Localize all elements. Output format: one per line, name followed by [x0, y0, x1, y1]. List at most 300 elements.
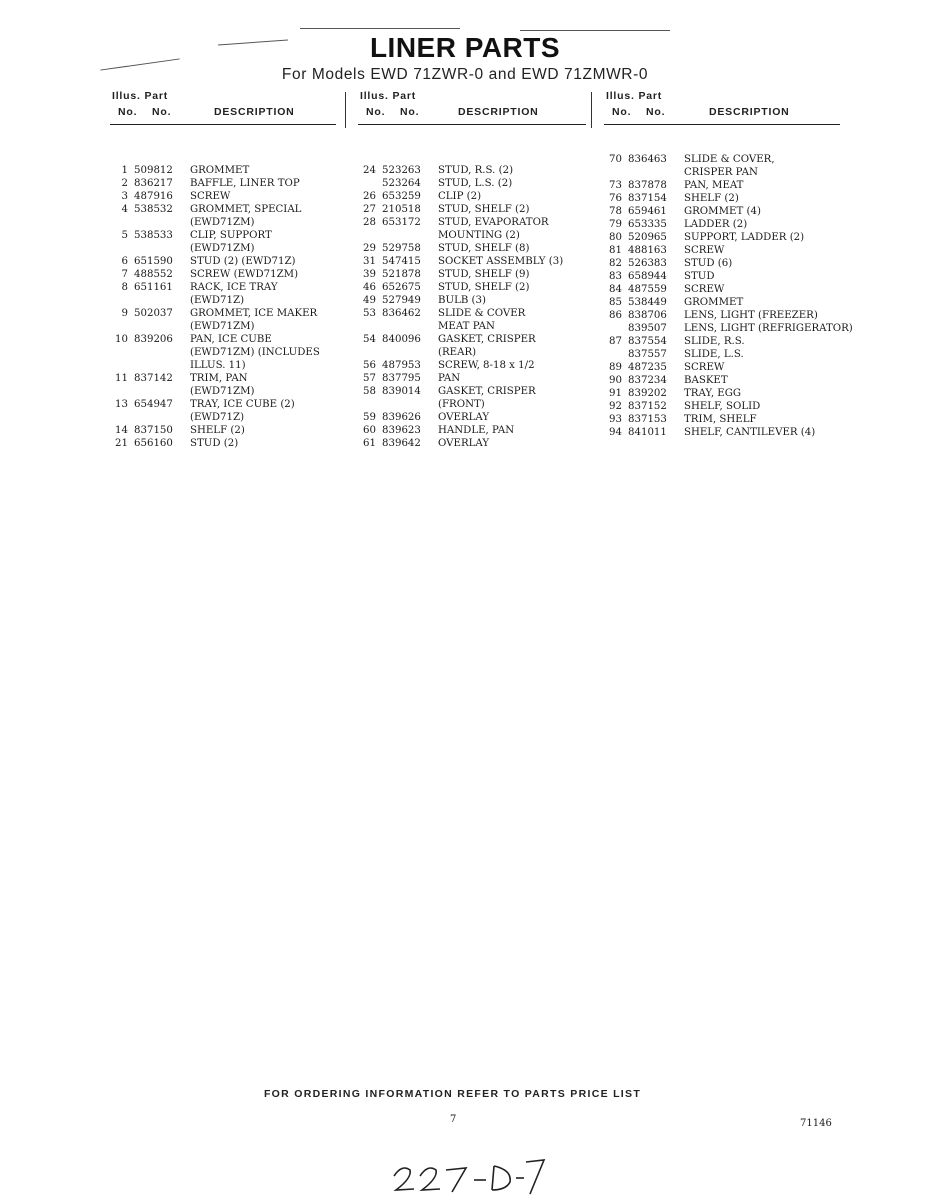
parts-row [604, 244, 840, 257]
part-description: STUD (2) [190, 438, 239, 449]
part-number: 529758 [382, 243, 421, 254]
parts-column-3 [604, 88, 853, 439]
part-number [128, 151, 182, 164]
parts-row [604, 322, 853, 335]
column-header [604, 88, 840, 125]
part-number: 839014 [382, 386, 421, 397]
part-number: 538533 [134, 230, 173, 241]
part-number: 837795 [382, 373, 421, 384]
illus-number: 81 [609, 245, 622, 256]
part-number: 547415 [382, 256, 421, 267]
part-number: 839642 [382, 438, 421, 449]
parts-row [110, 359, 336, 372]
illus-number [110, 242, 128, 255]
illus-number [110, 359, 128, 372]
part-description: SHELF (2) [190, 425, 245, 436]
part-number [376, 398, 430, 411]
part-number: 838706 [628, 310, 667, 321]
column-divider [591, 92, 592, 128]
part-description: GROMMET, SPECIAL [190, 204, 302, 215]
illus-number: 4 [121, 204, 128, 215]
illus-number: 3 [121, 191, 128, 202]
part-description: STUD, SHELF (2) [438, 282, 530, 293]
parts-row [604, 218, 840, 231]
parts-row [604, 283, 840, 296]
illus-number: 94 [609, 427, 622, 438]
parts-row [110, 372, 336, 385]
part-number: 837154 [628, 193, 667, 204]
part-number: 653172 [382, 217, 421, 228]
part-description: SCREW [684, 362, 725, 373]
illus-number: 9 [121, 308, 128, 319]
parts-row [604, 166, 840, 179]
part-description: STUD, SHELF (2) [438, 204, 530, 215]
part-number: 487916 [134, 191, 173, 202]
page-title: LINER PARTS [369, 32, 561, 63]
column-divider [345, 92, 346, 128]
parts-row [358, 268, 586, 281]
illus-number: 26 [363, 191, 376, 202]
part-number: 653335 [628, 219, 667, 230]
illus-number: 70 [609, 154, 622, 165]
illus-number: 5 [121, 230, 128, 241]
part-description: TRAY, ICE CUBE (2) [190, 399, 295, 410]
illus-number [110, 385, 128, 398]
parts-row [110, 281, 336, 294]
part-number [376, 229, 430, 242]
part-description: PAN, MEAT [684, 180, 744, 191]
illus-number [110, 294, 128, 307]
parts-row [110, 411, 336, 424]
part-number [376, 320, 430, 333]
part-number: 523264 [382, 178, 421, 189]
ordering-info-footer: FOR ORDERING INFORMATION REFER TO PARTS PRICE LIST [263, 1088, 642, 1100]
illus-number: 82 [609, 258, 622, 269]
illus-number [604, 348, 622, 361]
parts-row [358, 320, 586, 333]
illus-number: 24 [363, 165, 376, 176]
header-description: DESCRIPTION [458, 106, 539, 118]
parts-row [358, 398, 586, 411]
illus-number [358, 320, 376, 333]
parts-column-2 [358, 88, 586, 450]
part-description: MEAT PAN [438, 321, 495, 332]
part-number: 210518 [382, 204, 421, 215]
illus-number: 61 [363, 438, 376, 449]
parts-row [604, 205, 840, 218]
header-illus-no: No. [612, 106, 632, 118]
parts-row [358, 229, 586, 242]
illus-number: 21 [115, 438, 128, 449]
part-number: 836217 [134, 178, 173, 189]
illus-number: 86 [609, 310, 622, 321]
part-description: LENS, LIGHT (REFRIGERATOR) [684, 323, 853, 334]
part-description: (EWD71Z) [190, 412, 245, 423]
header-description: DESCRIPTION [214, 106, 295, 118]
part-description: (EWD71ZM) (INCLUDES [190, 347, 320, 358]
illus-number [358, 229, 376, 242]
part-description: SCREW [684, 245, 725, 256]
part-number: 836462 [382, 308, 421, 319]
parts-row [110, 333, 336, 346]
parts-row [110, 437, 336, 450]
parts-row [604, 413, 840, 426]
header-illus-part: Illus. Part [112, 90, 169, 102]
parts-row [604, 335, 840, 348]
part-description: STUD, SHELF (9) [438, 269, 530, 280]
part-number: 839626 [382, 412, 421, 423]
parts-row [110, 164, 336, 177]
part-description: GASKET, CRISPER [438, 386, 536, 397]
part-description: CLIP, SUPPORT [190, 230, 272, 241]
page-subtitle: For Models EWD 71ZWR-0 and EWD 71ZMWR-0 [281, 66, 649, 83]
part-number [376, 346, 430, 359]
parts-row [110, 242, 336, 255]
part-number: 837142 [134, 373, 173, 384]
part-description: BAFFLE, LINER TOP [190, 178, 300, 189]
parts-row [358, 255, 586, 268]
parts-row [604, 192, 840, 205]
illus-number: 85 [609, 297, 622, 308]
part-description: SLIDE, R.S. [684, 336, 745, 347]
parts-row [110, 151, 336, 164]
illus-number [110, 411, 128, 424]
parts-row [358, 281, 586, 294]
parts-row [110, 190, 336, 203]
illus-number: 76 [609, 193, 622, 204]
part-number: 837150 [134, 425, 173, 436]
parts-row [358, 372, 586, 385]
part-number [128, 294, 182, 307]
parts-row [604, 361, 840, 374]
parts-row [110, 320, 336, 333]
part-number: 521878 [382, 269, 421, 280]
part-number: 841011 [628, 427, 667, 438]
part-description: PAN, ICE CUBE [190, 334, 272, 345]
header-illus-part: Illus. Part [360, 90, 417, 102]
illus-number: 27 [363, 204, 376, 215]
part-description: HANDLE, PAN [438, 425, 515, 436]
part-description: PAN [438, 373, 461, 384]
part-description: SLIDE, L.S. [684, 349, 744, 360]
part-number: 502037 [134, 308, 173, 319]
part-number [128, 216, 182, 229]
part-description: RACK, ICE TRAY [190, 282, 278, 293]
parts-row [358, 385, 586, 398]
part-description: SUPPORT, LADDER (2) [684, 232, 805, 243]
parts-row [358, 359, 586, 372]
parts-row [604, 426, 840, 439]
part-description: SCREW, 8-18 x 1/2 [438, 360, 535, 371]
parts-row [604, 179, 840, 192]
part-description: (EWD71ZM) [190, 386, 255, 397]
part-number [128, 359, 182, 372]
handwritten-note-drawing [388, 1152, 548, 1196]
part-description: SOCKET ASSEMBLY (3) [438, 256, 564, 267]
parts-row [604, 153, 840, 166]
part-number: 526383 [628, 258, 667, 269]
header-part-no: No. [400, 106, 420, 118]
part-number: 839202 [628, 388, 667, 399]
part-number: 520965 [628, 232, 667, 243]
parts-row [358, 411, 586, 424]
part-number [128, 242, 182, 255]
part-number: 651590 [134, 256, 173, 267]
part-description: GROMMET (4) [684, 206, 761, 217]
part-description: SCREW (EWD71ZM) [190, 269, 299, 280]
parts-row [110, 255, 336, 268]
illus-number: 58 [363, 386, 376, 397]
part-description: OVERLAY [438, 438, 490, 449]
part-description: (EWD71ZM) [190, 243, 255, 254]
part-number: 839206 [134, 334, 173, 345]
header-illus-part: Illus. Part [606, 90, 663, 102]
parts-row [604, 387, 840, 400]
illus-number: 6 [121, 256, 128, 267]
part-description: LADDER (2) [684, 219, 748, 230]
illus-number: 7 [121, 269, 128, 280]
part-number: 523263 [382, 165, 421, 176]
part-number: 527949 [382, 295, 421, 306]
part-number: 837234 [628, 375, 667, 386]
illus-number: 31 [363, 256, 376, 267]
part-number: 837153 [628, 414, 667, 425]
illus-number: 91 [609, 388, 622, 399]
part-number: 837878 [628, 180, 667, 191]
illus-number: 1 [121, 165, 128, 176]
part-number [128, 320, 182, 333]
part-number [622, 166, 676, 179]
parts-row [358, 190, 586, 203]
part-number: 487953 [382, 360, 421, 371]
parts-row [358, 437, 586, 450]
illus-number: 54 [363, 334, 376, 345]
parts-row [604, 231, 840, 244]
column-header [358, 88, 586, 125]
parts-row [358, 346, 586, 359]
illus-number: 46 [363, 282, 376, 293]
illus-number: 39 [363, 269, 376, 280]
parts-list [110, 151, 336, 450]
part-number: 659461 [628, 206, 667, 217]
part-description: TRIM, PAN [190, 373, 248, 384]
part-number: 656160 [134, 438, 173, 449]
part-number: 836463 [628, 154, 667, 165]
illus-number: 79 [609, 219, 622, 230]
illus-number: 80 [609, 232, 622, 243]
part-description: SHELF, SOLID [684, 401, 761, 412]
part-number: 840096 [382, 334, 421, 345]
part-number: 652675 [382, 282, 421, 293]
parts-row [110, 229, 336, 242]
parts-row [110, 424, 336, 437]
part-description: (EWD71ZM) [190, 321, 255, 332]
part-number: 839507 [628, 323, 667, 334]
header-illus-no: No. [118, 106, 138, 118]
part-description: MOUNTING (2) [438, 230, 520, 241]
parts-row [604, 296, 840, 309]
parts-row [358, 307, 586, 320]
part-number: 538449 [628, 297, 667, 308]
parts-column-1 [110, 88, 336, 450]
handwritten-note [388, 1152, 548, 1200]
part-number: 651161 [134, 282, 173, 293]
parts-row [110, 203, 336, 216]
part-description: GROMMET, ICE MAKER [190, 308, 318, 319]
parts-row [604, 309, 840, 322]
parts-row [358, 333, 586, 346]
part-description: TRAY, EGG [684, 388, 742, 399]
illus-number [604, 166, 622, 179]
part-description: OVERLAY [438, 412, 490, 423]
part-description: SLIDE & COVER [438, 308, 526, 319]
illus-number: 83 [609, 271, 622, 282]
parts-row [604, 400, 840, 413]
illus-number: 90 [609, 375, 622, 386]
illus-number: 89 [609, 362, 622, 373]
part-description: (REAR) [438, 347, 477, 358]
part-description: STUD, R.S. (2) [438, 165, 514, 176]
illus-number: 29 [363, 243, 376, 254]
header-part-no: No. [646, 106, 666, 118]
illus-number: 60 [363, 425, 376, 436]
illus-number: 11 [115, 373, 128, 384]
illus-number: 14 [115, 425, 128, 436]
illus-number: 87 [609, 336, 622, 347]
part-description: GROMMET [190, 165, 250, 176]
part-number: 488552 [134, 269, 173, 280]
illus-number: 13 [115, 399, 128, 410]
parts-row [110, 307, 336, 320]
illus-number: 2 [121, 178, 128, 189]
parts-row [110, 177, 336, 190]
parts-row [110, 346, 336, 359]
part-number: 538532 [134, 204, 173, 215]
part-description: STUD, EVAPORATOR [438, 217, 549, 228]
part-number: 839623 [382, 425, 421, 436]
part-description: SHELF (2) [684, 193, 739, 204]
parts-row [358, 242, 586, 255]
parts-row [604, 374, 840, 387]
illus-number: 57 [363, 373, 376, 384]
part-number: 658944 [628, 271, 667, 282]
illus-number: 78 [609, 206, 622, 217]
document-code: 71146 [800, 1118, 832, 1129]
part-number: 653259 [382, 191, 421, 202]
header-part-no: No. [152, 106, 172, 118]
part-description: BASKET [684, 375, 728, 386]
part-number: 509812 [134, 165, 173, 176]
illus-number [358, 398, 376, 411]
parts-row [604, 270, 840, 283]
illus-number: 93 [609, 414, 622, 425]
parts-row [604, 348, 840, 361]
part-description: BULB (3) [438, 295, 486, 306]
parts-row [358, 424, 586, 437]
part-description [182, 151, 336, 164]
part-number [128, 346, 182, 359]
parts-row [358, 294, 586, 307]
parts-list [604, 153, 853, 439]
part-description: STUD [684, 271, 715, 282]
part-description: (EWD71ZM) [190, 217, 255, 228]
part-number [128, 411, 182, 424]
part-description: (EWD71Z) [190, 295, 245, 306]
part-description: ILLUS. 11) [190, 360, 246, 371]
parts-row [358, 164, 586, 177]
illus-number [110, 346, 128, 359]
part-description: SHELF, CANTILEVER (4) [684, 427, 816, 438]
parts-row [358, 216, 586, 229]
illus-number: 59 [363, 412, 376, 423]
part-description: STUD, L.S. (2) [438, 178, 513, 189]
part-description: SCREW [190, 191, 231, 202]
part-number: 487235 [628, 362, 667, 373]
illus-number [110, 216, 128, 229]
part-description: GROMMET [684, 297, 744, 308]
parts-row [358, 203, 586, 216]
part-description: STUD, SHELF (8) [438, 243, 530, 254]
part-number: 654947 [134, 399, 173, 410]
column-header [110, 88, 336, 125]
scan-artifact-line [300, 28, 460, 29]
part-description: STUD (6) [684, 258, 733, 269]
illus-number [110, 151, 128, 164]
header-description: DESCRIPTION [709, 106, 790, 118]
part-description: SCREW [684, 284, 725, 295]
illus-number: 84 [609, 284, 622, 295]
page-number: 7 [450, 1114, 457, 1125]
header-illus-no: No. [366, 106, 386, 118]
part-description: TRIM, SHELF [684, 414, 757, 425]
parts-row [110, 385, 336, 398]
part-number: 837152 [628, 401, 667, 412]
part-number: 488163 [628, 245, 667, 256]
part-description: STUD (2) (EWD71Z) [190, 256, 296, 267]
part-number: 487559 [628, 284, 667, 295]
part-number [128, 385, 182, 398]
illus-number [358, 346, 376, 359]
illus-number [604, 322, 622, 335]
illus-number: 53 [363, 308, 376, 319]
illus-number: 28 [363, 217, 376, 228]
parts-list [358, 164, 586, 450]
parts-row [110, 268, 336, 281]
illus-number: 92 [609, 401, 622, 412]
part-number: 837554 [628, 336, 667, 347]
scan-artifact-line [520, 30, 670, 31]
illus-number: 10 [115, 334, 128, 345]
part-description: CLIP (2) [438, 191, 482, 202]
illus-number: 56 [363, 360, 376, 371]
part-description: SLIDE & COVER, [684, 154, 775, 165]
part-number: 837557 [628, 349, 667, 360]
part-description: GASKET, CRISPER [438, 334, 536, 345]
part-description: CRISPER PAN [684, 167, 758, 178]
part-description: LENS, LIGHT (FREEZER) [684, 310, 818, 321]
illus-number [358, 177, 376, 190]
parts-row [110, 216, 336, 229]
illus-number: 8 [121, 282, 128, 293]
illus-number [110, 320, 128, 333]
parts-row [110, 294, 336, 307]
illus-number: 49 [363, 295, 376, 306]
parts-row [604, 257, 840, 270]
illus-number: 73 [609, 180, 622, 191]
parts-row [358, 177, 586, 190]
part-description: (FRONT) [438, 399, 485, 410]
parts-row [110, 398, 336, 411]
